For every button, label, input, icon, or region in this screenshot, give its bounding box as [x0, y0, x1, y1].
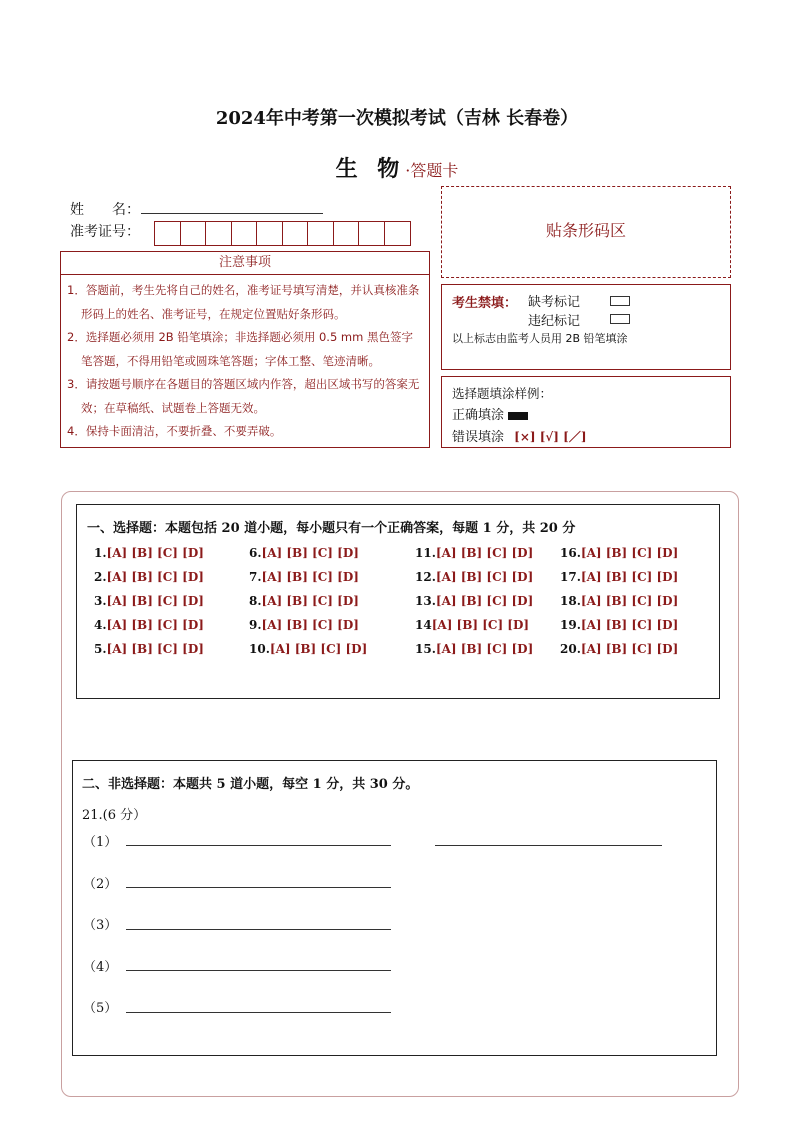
non-choice-section: [72, 760, 717, 1056]
mc-answer-options[interactable]: [A] [B] [C] [D]: [580, 546, 679, 560]
correct-fill-label: 正确填涂: [452, 408, 505, 423]
mc-question-number: 1.: [94, 546, 107, 560]
mc-question-row: [249, 594, 359, 608]
id-digit-box[interactable]: [308, 222, 334, 245]
mc-question-row: [249, 618, 359, 632]
subject-heading: [0, 152, 794, 183]
mc-question-row: [94, 570, 204, 584]
notice-item: 2．选择题必须用 2B 铅笔填涂；非选择题必须用 0.5 mm 黑色签字笔答题，不得用铅笔或圆珠笔答题；字体工整、笔迹清晰。: [67, 330, 413, 368]
violation-label: 违纪标记: [528, 314, 581, 329]
mc-answer-options[interactable]: [A] [B] [C] [D]: [106, 546, 204, 560]
section2-heading: 二、非选择题：本题共 5 道小题，每空 1 分，共 30 分。: [82, 777, 419, 792]
part-label: （5）: [83, 1001, 118, 1016]
mc-answer-options[interactable]: [A] [B] [C] [D]: [269, 642, 368, 656]
answer-line[interactable]: [126, 929, 391, 930]
id-digit-box[interactable]: [334, 222, 360, 245]
barcode-area: 贴条形码区: [441, 186, 731, 278]
id-digit-box[interactable]: [385, 222, 411, 245]
mc-question-row: [94, 546, 204, 560]
name-field[interactable]: [141, 213, 323, 214]
mc-question-number: 4.: [94, 618, 107, 632]
correct-fill-swatch: [508, 412, 528, 420]
part-label: （1）: [83, 835, 118, 850]
mc-answer-options[interactable]: [A] [B] [C] [D]: [580, 642, 679, 656]
mc-question-row: [560, 546, 678, 560]
forbidden-note: 以上标志由监考人员用 2B 铅笔填涂: [452, 332, 628, 345]
notice-item: 3．请按题号顺序在各题目的答题区域内作答，超出区域书写的答案无效；在草稿纸、试题卷上答题无效。: [67, 377, 420, 415]
forbidden-label: 考生禁填：: [452, 296, 518, 311]
mc-question-number: 2.: [94, 570, 107, 584]
mc-question-row: [560, 594, 678, 608]
mc-answer-options[interactable]: [A] [B] [C] [D]: [106, 594, 204, 608]
mc-question-row: [94, 618, 204, 632]
section1-heading: 一、选择题：本题包括 20 道小题，每小题只有一个正确答案，每题 1 分，共 20 分: [87, 521, 576, 536]
id-digit-box[interactable]: [283, 222, 309, 245]
mc-question-number: 20.: [560, 642, 581, 656]
notice-item: 1．答题前，考生先将自己的姓名，准考证号填写清楚，并认真核准条形码上的姓名、准考证号，在规定位置贴好条形码。: [67, 283, 420, 321]
mc-answer-options[interactable]: [A] [B] [C] [D]: [106, 618, 204, 632]
violation-mark[interactable]: [610, 314, 630, 324]
mc-question-row: [415, 594, 533, 608]
mc-question-number: 11.: [415, 546, 436, 560]
id-digit-box[interactable]: [181, 222, 207, 245]
mc-answer-options[interactable]: [A] [B] [C] [D]: [106, 642, 204, 656]
mc-answer-options[interactable]: [A] [B] [C] [D]: [261, 594, 359, 608]
id-digit-box[interactable]: [206, 222, 232, 245]
part-label: （4）: [83, 960, 118, 975]
mc-question-row: [415, 642, 533, 656]
notice-box: [60, 251, 430, 448]
notice-heading: 注意事项: [61, 252, 429, 275]
mc-question-number: 16.: [560, 546, 581, 560]
id-label: 准考证号：: [70, 224, 140, 240]
wrong-fill-label: 错误填涂: [452, 430, 505, 445]
answer-line[interactable]: [126, 970, 391, 971]
mc-question-row: [560, 642, 678, 656]
sample-heading: 选择题填涂样例：: [452, 386, 553, 401]
mc-answer-options[interactable]: [A] [B] [C] [D]: [261, 546, 359, 560]
id-digit-box[interactable]: [232, 222, 258, 245]
answer-line[interactable]: [435, 845, 662, 846]
multiple-choice-section: [76, 504, 720, 699]
forbidden-box: [441, 284, 731, 370]
part-label: （3）: [83, 918, 118, 933]
mc-question-number: 6.: [249, 546, 262, 560]
answer-line[interactable]: [126, 1012, 391, 1013]
mc-answer-options[interactable]: [A] [B] [C] [D]: [261, 570, 359, 584]
wrong-fill-row: [452, 426, 587, 445]
mc-question-number: 15.: [415, 642, 436, 656]
answer-line[interactable]: [126, 845, 391, 846]
mc-question-number: 3.: [94, 594, 107, 608]
mc-answer-options[interactable]: [A] [B] [C] [D]: [580, 570, 679, 584]
mc-question-row: [249, 546, 359, 560]
part-label: （2）: [83, 877, 118, 892]
mc-question-number: 10.: [249, 642, 270, 656]
exam-title: 2024年中考第一次模拟考试（吉林 长春卷）: [215, 108, 579, 129]
mc-question-row: [415, 570, 533, 584]
mc-answer-options[interactable]: [A] [B] [C] [D]: [435, 594, 534, 608]
mc-question-number: 17.: [560, 570, 581, 584]
mc-answer-options[interactable]: [A] [B] [C] [D]: [435, 642, 534, 656]
mc-answer-options[interactable]: [A] [B] [C] [D]: [580, 618, 679, 632]
mc-question-number: 12.: [415, 570, 436, 584]
wrong-fill-marks: [×] [√] [／]: [514, 430, 587, 444]
mc-question-number: 13.: [415, 594, 436, 608]
mc-question-number: 9.: [249, 618, 262, 632]
mc-question-row: [94, 594, 204, 608]
mc-answer-options[interactable]: [A] [B] [C] [D]: [580, 594, 679, 608]
correct-fill-row: [452, 404, 528, 423]
mc-question-row: [415, 618, 529, 632]
mc-answer-options[interactable]: [A] [B] [C] [D]: [431, 618, 530, 632]
id-digit-box[interactable]: [359, 222, 385, 245]
id-digit-box[interactable]: [155, 222, 181, 245]
mc-answer-options[interactable]: [A] [B] [C] [D]: [261, 618, 359, 632]
mc-answer-options[interactable]: [A] [B] [C] [D]: [435, 570, 534, 584]
notice-item: 4．保持卡面清洁，不要折叠、不要弄破。: [67, 424, 282, 438]
mc-question-row: [415, 546, 533, 560]
mc-question-number: 7.: [249, 570, 262, 584]
mc-question-row: [249, 642, 367, 656]
absent-mark[interactable]: [610, 296, 630, 306]
mc-answer-options[interactable]: [A] [B] [C] [D]: [106, 570, 204, 584]
question-21-label: 21.(6 分）: [82, 808, 147, 823]
mc-question-number: 5.: [94, 642, 107, 656]
id-digit-box[interactable]: [257, 222, 283, 245]
name-label: 姓 名：: [70, 202, 140, 218]
fill-sample-box: [441, 376, 731, 448]
mc-question-row: [94, 642, 204, 656]
mc-question-number: 18.: [560, 594, 581, 608]
mc-question-row: [560, 618, 678, 632]
answer-line[interactable]: [126, 887, 391, 888]
subject-name: 生 物: [335, 156, 406, 182]
mc-question-number: 8.: [249, 594, 262, 608]
card-label: ·答题卡: [405, 161, 459, 180]
mc-question-number: 19.: [560, 618, 581, 632]
id-number-boxes[interactable]: [154, 221, 411, 246]
absent-label: 缺考标记: [528, 295, 581, 310]
mc-question-row: [249, 570, 359, 584]
mc-question-row: [560, 570, 678, 584]
mc-answer-options[interactable]: [A] [B] [C] [D]: [435, 546, 534, 560]
mc-question-number: 14: [415, 618, 432, 632]
